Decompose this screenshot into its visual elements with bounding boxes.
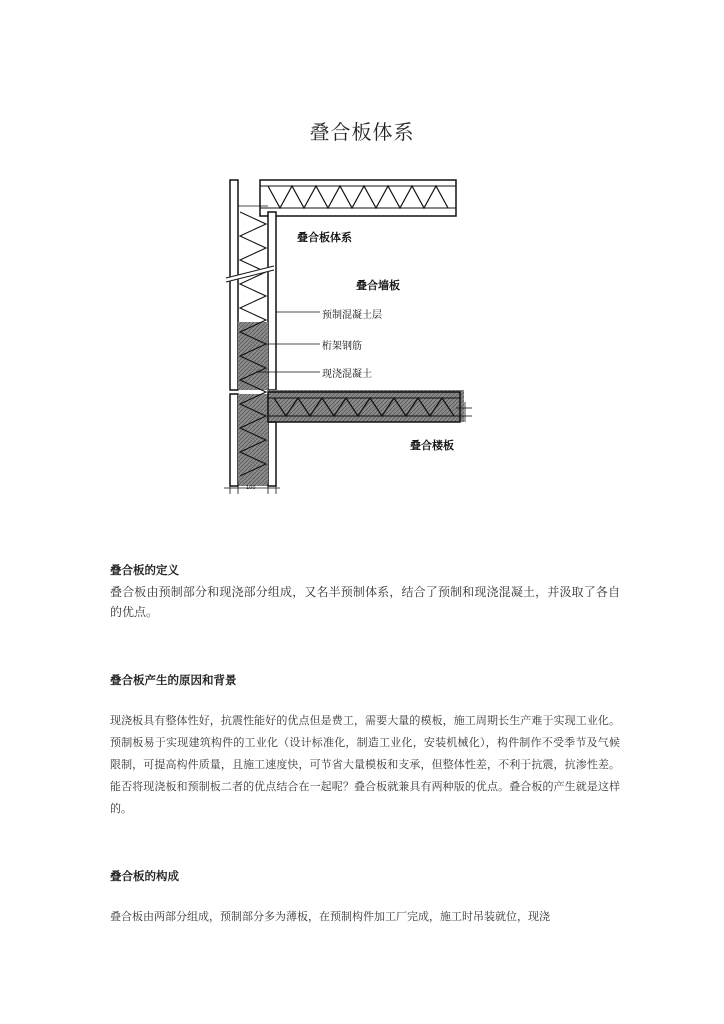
composite-slab-diagram [220,172,480,502]
section-background [110,672,620,820]
section-heading: 叠合板的构成 [110,869,179,883]
label-truss-rebar: 桁架钢筋 [322,341,362,352]
inner-wall-panel [268,212,276,486]
label-floor-slab: 叠合楼板 [410,439,454,452]
dimension-value: 100 [246,485,256,491]
label-precast-layer: 预制混凝土层 [322,310,382,321]
label-cast-concrete: 现浇混凝土 [322,369,372,380]
outer-wall-panel [230,180,238,486]
section-body: 叠合板由两部分组成，预制部分多为薄板，在预制构件加工厂完成，施工时吊装就位，现浇 [110,910,550,923]
upper-slab [260,180,456,216]
label-composite-system: 叠合板体系 [297,231,352,244]
section-body: 现浇板具有整体性好，抗震性能好的优点但是费工，需要大量的模板，施工周期长生产难于实现工业化。预制板易于实现建筑构件的工业化（设计标准化，制造工业化，安装机械化），构件制作不受季节及气候限制，可提高构件质量，且施工速度快，可节省大量模板和支承，但整体性差，不利于抗震，抗渗性差。能否将现浇板和预制板二者的优点结合在一起呢？叠合板就兼具有两种版的优点。叠合板的产生就是这样的。 [110,714,620,815]
page-title: 叠合板体系 [309,120,415,144]
label-composite-wall: 叠合墙板 [356,279,400,292]
section-composition [110,868,620,928]
section-heading: 叠合板的定义 [110,563,179,577]
section-definition [110,562,620,622]
section-heading: 叠合板产生的原因和背景 [110,673,237,687]
section-body: 叠合板由预制部分和现浇部分组成，又名半预制体系，结合了预制和现浇混凝土，并汲取了各自的优点。 [110,585,620,619]
